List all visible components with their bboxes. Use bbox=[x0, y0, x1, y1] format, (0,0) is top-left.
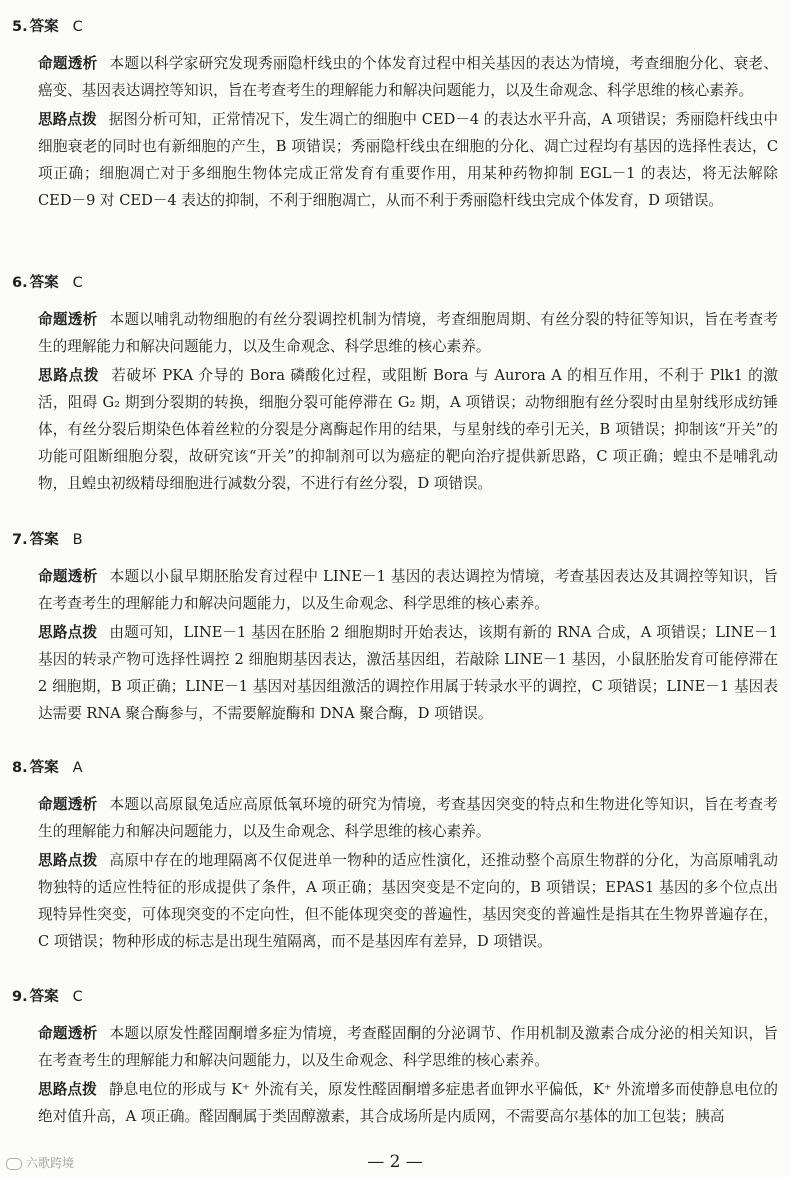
question-number: 8. bbox=[12, 760, 28, 776]
analysis-text: 本题以科学家研究发现秀丽隐杆线虫的个体发育过程中相关基因的表达为情境，考查细胞分化、衰老、癌变、基因表达调控等知识，旨在考查考生的理解能力和解决问题能力，以及生命观念、科学思维的核心素养。 bbox=[38, 55, 778, 99]
answer-line bbox=[12, 18, 778, 38]
page-number: — 2 — bbox=[367, 1152, 423, 1172]
question-6 bbox=[12, 274, 778, 499]
analysis-paragraph bbox=[38, 306, 778, 360]
hint-text: 静息电位的形成与 K⁺ 外流有关，原发性醛固酮增多症患者血钾水平偏低，K⁺ 外流增多而使静息电位的绝对值升高，A 项正确。醛固酮属于类固醇激素，其合成场所是内质网，不需要高尔基体的加工包装；胰高 bbox=[38, 1081, 778, 1125]
question-number: 5. bbox=[12, 19, 28, 35]
answer-label: 答案 bbox=[29, 989, 59, 1005]
hint-tag: 思路点拨 bbox=[38, 1081, 97, 1098]
question-7 bbox=[12, 531, 778, 729]
analysis-paragraph bbox=[38, 1020, 778, 1074]
analysis-tag: 命题透析 bbox=[38, 796, 98, 813]
hint-paragraph bbox=[38, 619, 778, 727]
analysis-tag: 命题透析 bbox=[38, 55, 98, 72]
hint-tag: 思路点拨 bbox=[38, 367, 100, 384]
analysis-paragraph bbox=[38, 50, 778, 104]
watermark-logo-icon bbox=[6, 1158, 22, 1170]
question-8 bbox=[12, 759, 778, 957]
analysis-paragraph bbox=[38, 563, 778, 617]
analysis-text: 本题以小鼠早期胚胎发育过程中 LINE－1 基因的表达调控为情境，考查基因表达及其调控等知识，旨在考查考生的理解能力和解决问题能力，以及生命观念、科学思维的核心素养。 bbox=[38, 568, 778, 612]
question-number: 9. bbox=[12, 989, 28, 1005]
answer-label: 答案 bbox=[29, 275, 59, 291]
hint-tag: 思路点拨 bbox=[38, 852, 98, 869]
answer-value: A bbox=[72, 760, 83, 776]
answer-line bbox=[12, 531, 778, 551]
answer-label: 答案 bbox=[29, 760, 59, 776]
answer-value: C bbox=[72, 989, 83, 1005]
answer-line bbox=[12, 274, 778, 294]
analysis-tag: 命题透析 bbox=[38, 568, 98, 585]
analysis-tag: 命题透析 bbox=[38, 311, 98, 328]
hint-text: 若破坏 PKA 介导的 Bora 磷酸化过程，或阻断 Bora 与 Aurora A 的相互作用，不利于 Plk1 的激活，阻碍 G₂ 期到分裂期的转换，细胞分裂可能停滞在 G₂ 期，A 项错误；动物细胞有丝分裂时由星射线形成纺锤体，有丝分裂后期染色体着丝粒的分裂是分离酶起作用的结果，与星射线的牵引无关，B 项错误；抑制该“开关”的功能可阻断细胞分裂，故研究该“开关”的抑制剂可以为癌症的靶向治疗提供新思路，C 项正确；蝗虫不是哺乳动物，且蝗虫初级精母细胞进行减数分裂，不进行有丝分裂，D 项错误。 bbox=[38, 367, 778, 492]
hint-paragraph bbox=[38, 362, 778, 497]
watermark bbox=[6, 1154, 74, 1171]
answer-value: C bbox=[72, 275, 83, 291]
answer-label: 答案 bbox=[29, 532, 59, 548]
question-9 bbox=[12, 988, 778, 1132]
hint-text: 由题可知，LINE－1 基因在胚胎 2 细胞期时开始表达，该期有新的 RNA 合成，A 项错误；LINE－1 基因的转录产物可选择性调控 2 细胞期基因表达，激活基因组，若敲除 LINE－1 基因，小鼠胚胎发育可能停滞在 2 细胞期，B 项正确；LINE－1 基因对基因组激活的调控作用属于转录水平的调控，C 项错误；LINE－1 基因表达需要 RNA 聚合酶参与，不需要解旋酶和 DNA 聚合酶，D 项错误。 bbox=[38, 624, 778, 722]
analysis-tag: 命题透析 bbox=[38, 1025, 98, 1042]
hint-text: 据图分析可知，正常情况下，发生凋亡的细胞中 CED－4 的表达水平升高，A 项错误；秀丽隐杆线虫中细胞衰老的同时也有新细胞的产生，B 项错误；秀丽隐杆线虫在细胞的分化、凋亡过程均有基因的选择性表达，C 项正确；细胞凋亡对于多细胞生物体完成正常发育有重要作用，用某种药物抑制 EGL－1 的表达，将无法解除 CED－9 对 CED－4 表达的抑制，不利于细胞凋亡，从而不利于秀丽隐杆线虫完成个体发育，D 项错误。 bbox=[38, 111, 778, 209]
question-number: 7. bbox=[12, 532, 28, 548]
answer-label: 答案 bbox=[29, 19, 59, 35]
analysis-text: 本题以原发性醛固酮增多症为情境，考查醛固酮的分泌调节、作用机制及激素合成分泌的相关知识，旨在考查考生的理解能力和解决问题能力，以及生命观念、科学思维的核心素养。 bbox=[38, 1025, 778, 1069]
question-number: 6. bbox=[12, 275, 28, 291]
analysis-text: 本题以高原鼠兔适应高原低氧环境的研究为情境，考查基因突变的特点和生物进化等知识，旨在考查考生的理解能力和解决问题能力，以及生命观念、科学思维的核心素养。 bbox=[38, 796, 778, 840]
hint-paragraph bbox=[38, 106, 778, 214]
hint-tag: 思路点拨 bbox=[38, 624, 98, 641]
answer-value: C bbox=[72, 19, 83, 35]
watermark-text: 六歌跨境 bbox=[26, 1156, 75, 1170]
answer-value: B bbox=[72, 532, 83, 548]
answer-line bbox=[12, 988, 778, 1008]
analysis-text: 本题以哺乳动物细胞的有丝分裂调控机制为情境，考查细胞周期、有丝分裂的特征等知识，旨在考查考生的理解能力和解决问题能力，以及生命观念、科学思维的核心素养。 bbox=[38, 311, 778, 355]
hint-tag: 思路点拨 bbox=[38, 111, 97, 128]
hint-paragraph bbox=[38, 847, 778, 955]
answer-line bbox=[12, 759, 778, 779]
hint-text: 高原中存在的地理隔离不仅促进单一物种的适应性演化，还推动整个高原生物群的分化，为高原哺乳动物独特的适应性特征的形成提供了条件，A 项正确；基因突变是不定向的，B 项错误；EPAS1 基因的多个位点出现特异性突变，可体现突变的不定向性，但不能体现突变的普遍性，基因突变的普遍性是指其在生物界普遍存在，C 项错误；物种形成的标志是出现生殖隔离，而不是基因库有差异，D 项错误。 bbox=[38, 852, 778, 950]
hint-paragraph bbox=[38, 1076, 778, 1130]
analysis-paragraph bbox=[38, 791, 778, 845]
question-5 bbox=[12, 18, 778, 216]
